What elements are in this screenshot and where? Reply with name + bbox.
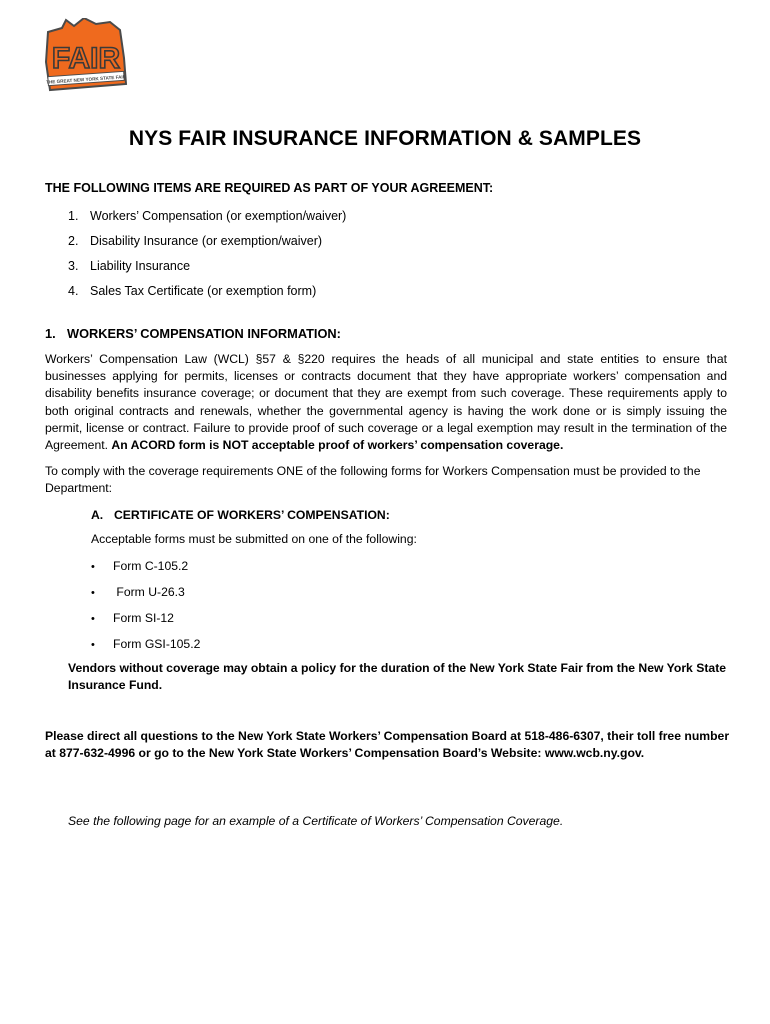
list-number: 2. (68, 234, 79, 248)
form-name: Form U-26.3 (113, 585, 185, 599)
see-following-page-note: See the following page for an example of a Certificate of Workers’ Compensation Coverage. (68, 814, 564, 828)
form-name: Form GSI-105.2 (113, 637, 201, 651)
acord-note: An ACORD form is NOT acceptable proof of workers’ compensation coverage. (111, 438, 564, 453)
requirements-list (68, 207, 346, 307)
list-text: Liability Insurance (90, 259, 191, 273)
page-title: NYS FAIR INSURANCE INFORMATION & SAMPLES (128, 127, 642, 150)
questions-note: Please direct all questions to the New York State Workers’ Compensation Board at 518-486-6307, their toll free number at 877-632-4996 or go to the New York State Workers’ Compensation Board’s Website: www.wcb.ny.gov. (45, 729, 730, 761)
logo-wordmark: FAIR (51, 42, 121, 75)
list-item (91, 557, 200, 583)
list-item (91, 609, 200, 635)
list-number: 1. (68, 209, 79, 223)
bullet-icon: • (91, 613, 95, 625)
list-text: Sales Tax Certificate (or exemption form) (90, 284, 317, 298)
subsection-heading (91, 508, 390, 522)
acceptable-forms-intro: Acceptable forms must be submitted on one of the following: (91, 532, 417, 546)
list-item (68, 257, 346, 282)
bullet-icon: • (91, 587, 95, 599)
fair-logo (44, 18, 128, 96)
subsection-letter: A. (91, 508, 104, 522)
wcl-paragraph-text: Workers’ Compensation Law (WCL) §57 & §220 requires the heads of all municipal and state entities to ensure that businesses applying for permits, licenses or contracts document that they have appropriate workers’ compensation and disability benefits insurance coverage; or document that they are exempt from such coverage. These requirements apply to both original contracts and renewals, whether the governmental agency is having the work done or is simply issuing the permit, license or contract. Failure to provide proof of such coverage or a legal exemption may result in the termination of the Agreement. (45, 352, 727, 453)
list-text: Workers’ Compensation (or exemption/waiver) (90, 209, 347, 223)
logo-tagline: THE GREAT NEW YORK STATE FAIR (45, 74, 127, 85)
bullet-icon: • (91, 561, 95, 573)
section-title: WORKERS’ COMPENSATION INFORMATION: (67, 326, 341, 341)
fair-logo-graphic (44, 18, 128, 96)
form-name: Form SI-12 (113, 611, 174, 625)
list-item (91, 635, 200, 661)
forms-list (91, 557, 200, 661)
list-number: 4. (68, 284, 79, 298)
comply-paragraph: To comply with the coverage requirements ONE of the following forms for Workers Compensation must be provided to the Department: (45, 464, 701, 496)
bullet-icon: • (91, 639, 95, 651)
subsection-title: CERTIFICATE OF WORKERS’ COMPENSATION: (114, 508, 390, 522)
section-heading (45, 326, 341, 341)
requirements-heading: THE FOLLOWING ITEMS ARE REQUIRED AS PART OF YOUR AGREEMENT: (45, 181, 494, 195)
list-item (68, 282, 346, 307)
wcl-paragraph (45, 351, 727, 454)
form-name: Form C-105.2 (113, 559, 189, 573)
list-item (68, 207, 346, 232)
list-item (91, 583, 200, 609)
list-text: Disability Insurance (or exemption/waiver) (90, 234, 323, 248)
list-number: 3. (68, 259, 79, 273)
list-item (68, 232, 346, 257)
vendors-note: Vendors without coverage may obtain a policy for the duration of the New York State Fair from the New York State Insurance Fund. (68, 661, 727, 693)
section-number: 1. (45, 326, 56, 341)
